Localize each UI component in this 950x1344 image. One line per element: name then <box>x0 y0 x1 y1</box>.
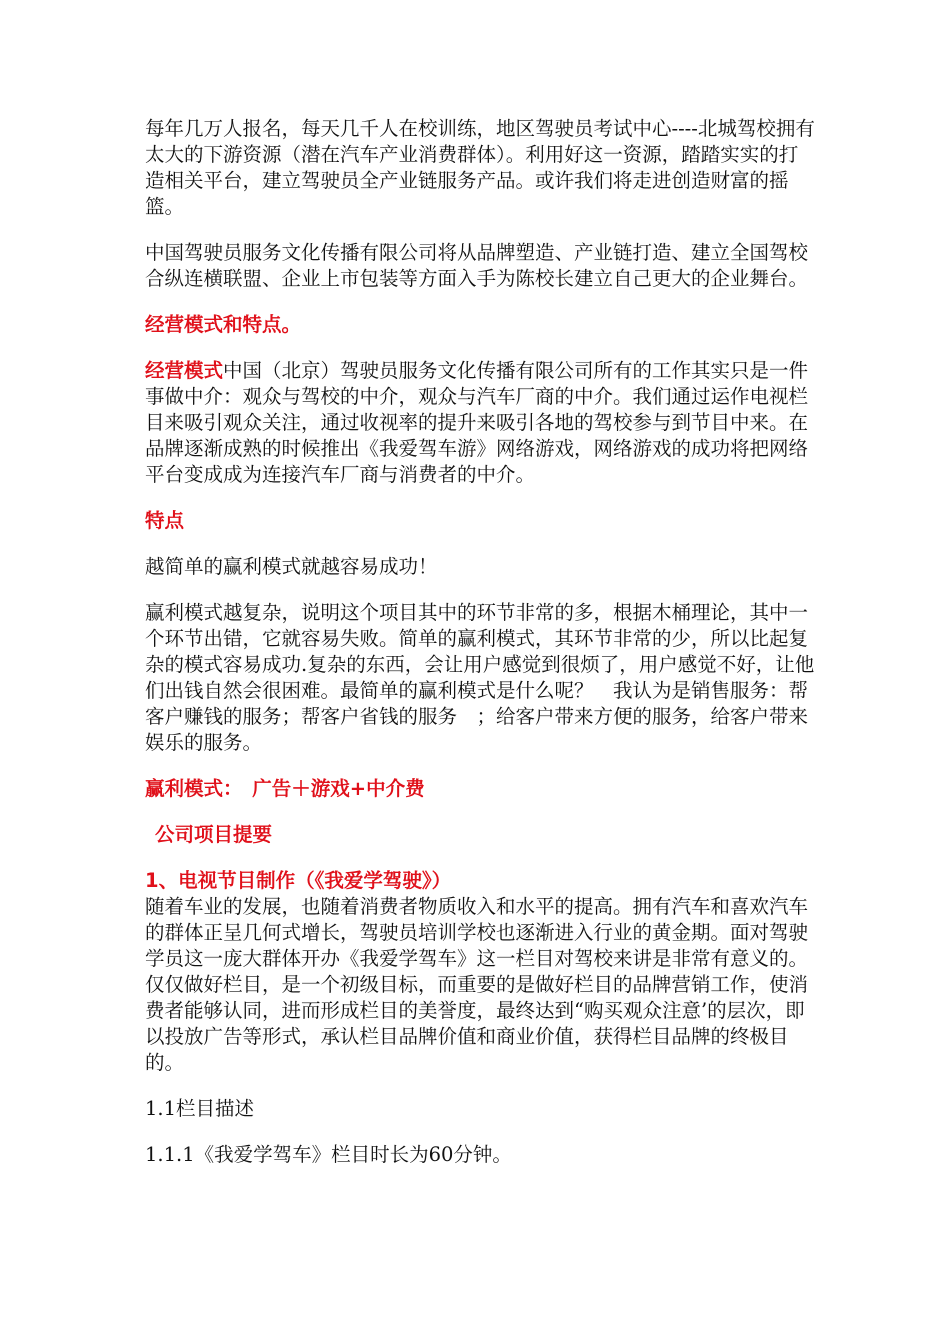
simple-model-paragraph: 越简单的赢利模式就越容易成功！ <box>145 555 438 578</box>
tv-production-heading: 1、电视节目制作（《我爱学驾驶》） <box>145 869 452 892</box>
section-1-1-1: 1.1.1《我爱学驾车》栏目时长为60分钟。 <box>145 1143 512 1166</box>
document-page <box>145 116 817 1168</box>
company-paragraph: 中国驾驶员服务文化传播有限公司将从品牌塑造、产业链打造、建立全国驾校合纵连横联盟、企业上市包装等方面入手为陈校长建立自己更大的企业舞台。 <box>145 241 809 290</box>
tv-production-paragraph: 随着车业的发展，也随着消费者物质收入和水平的提高。拥有汽车和喜欢汽车的群体正呈几何式增长，驾驶员培训学校也逐渐进入行业的黄金期。面对驾驶学员这一庞大群体开办《我爱学驾车》这一栏目对驾校来讲是非常有意义的。仅仅做好栏目，是一个初级目标，而重要的是做好栏目的品牌营销工作，使消费者能够认同，进而形成栏目的美誉度，最终达到“购买观众注意’的层次，即以投放广告等形式，承认栏目品牌价值和商业价值，获得栏目品牌的终极目的。 <box>145 895 809 1074</box>
profit-model-heading: 赢利模式： 广告＋游戏+中介费 <box>145 777 425 800</box>
business-model-paragraph <box>145 358 817 488</box>
features-heading: 特点 <box>145 509 185 532</box>
complex-model-paragraph: 赢利模式越复杂，说明这个项目其中的环节非常的多，根据木桶理论，其中一个环节出错，它就容易失败。简单的赢利模式，其环节非常的少，所以比起复杂的模式容易成功.复杂的东西，会让用户感觉到很烦了，用户感觉不好，让他们出钱自然会很困难。最简单的赢利模式是什么呢？ 我认为是销售服务：帮客户赚钱的服务；帮客户省钱的服务 ；给客户带来方便的服务，给客户带来娱乐的服务。 <box>145 601 815 754</box>
business-model-heading: 经营模式和特点。 <box>145 313 302 336</box>
business-model-label: 经营模式 <box>145 359 224 382</box>
section-1-1: 1.1栏目描述 <box>145 1097 255 1120</box>
company-projects-heading: 公司项目提要 <box>155 823 273 846</box>
business-model-text: 中国（北京）驾驶员服务文化传播有限公司所有的工作其实只是一件事做中介：观众与驾校的中介，观众与汽车厂商的中介。我们通过运作电视栏目来吸引观众关注，通过收视率的提升来吸引各地的驾校参与到节目中来。在品牌逐渐成熟的时候推出《我爱驾车游》网络游戏，网络游戏的成功将把网络平台变成成为连接汽车厂商与消费者的中介。 <box>145 359 809 486</box>
intro-paragraph: 每年几万人报名，每天几千人在校训练，地区驾驶员考试中心----北城驾校拥有太大的下游资源（潜在汽车产业消费群体）。利用好这一资源，踏踏实实的打造相关平台，建立驾驶员全产业链服务产品。或许我们将走进创造财富的摇篮。 <box>145 117 815 218</box>
